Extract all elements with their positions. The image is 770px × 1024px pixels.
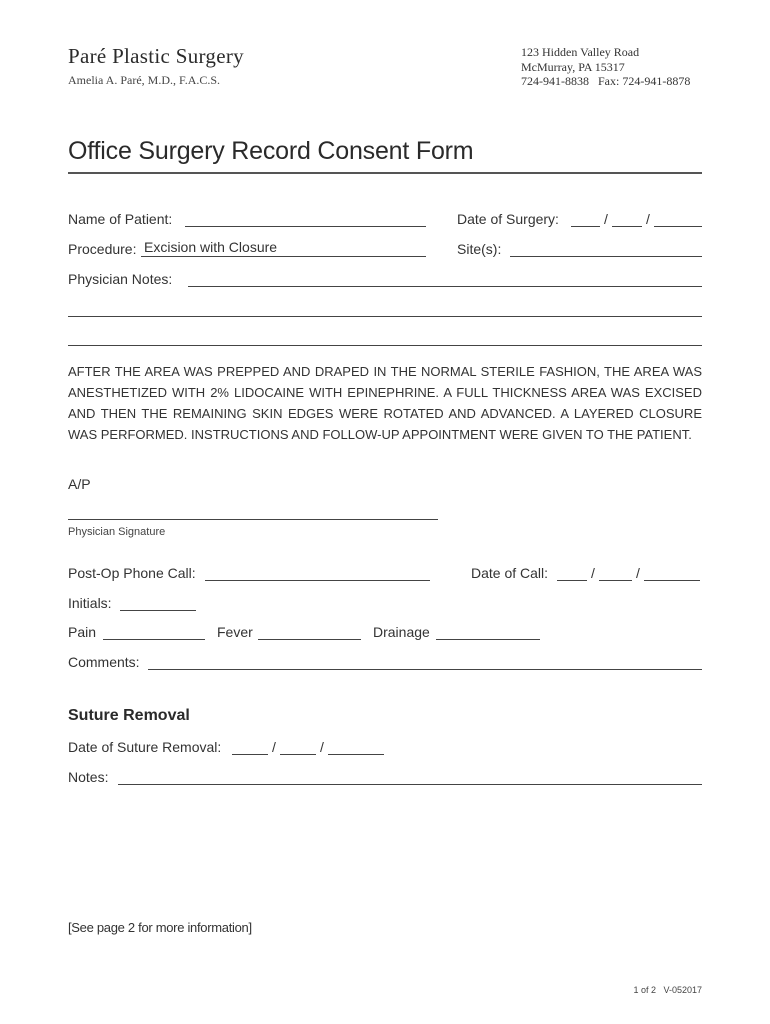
physician-signature-field[interactable] [68,519,438,520]
date-of-surgery-label: Date of Surgery: [457,211,559,227]
title-divider [68,172,702,174]
suture-notes-field[interactable] [118,784,702,785]
fever-field[interactable] [258,639,361,640]
suture-notes-label: Notes: [68,769,109,785]
initials-field[interactable] [120,610,196,611]
physician-signature-label: Physician Signature [68,526,166,538]
date-of-call-field[interactable]: / / [557,565,700,581]
practice-name: Paré Plastic Surgery [68,44,244,68]
patient-name-label: Name of Patient: [68,211,173,227]
physician-notes-label: Physician Notes: [68,271,173,287]
doctor-name: Amelia A. Paré, M.D., F.A.C.S. [68,73,221,87]
see-page-2-note: [See page 2 for more information] [68,920,252,935]
comments-field[interactable] [148,669,702,670]
patient-name-field[interactable] [185,226,426,227]
address-line-1: 123 Hidden Valley Road [521,45,640,59]
pain-field[interactable] [103,639,205,640]
initials-label: Initials: [68,595,112,611]
suture-date-field[interactable]: / / [232,739,384,755]
drainage-field[interactable] [436,639,540,640]
fever-label: Fever [217,624,253,640]
physician-notes-field-2[interactable] [68,316,702,317]
postop-call-label: Post-Op Phone Call: [68,565,196,581]
postop-call-field[interactable] [205,580,430,581]
address-line-2: McMurray, PA 15317 [521,59,625,74]
comments-label: Comments: [68,654,140,670]
suture-removal-heading: Suture Removal [68,707,190,724]
phone-fax: 724-941-8838 Fax: 724-941-8878 [521,74,691,88]
ap-label: A/P [68,476,91,492]
procedure-field[interactable] [141,256,426,257]
physician-notes-field-3[interactable] [68,345,702,346]
sites-field[interactable] [510,256,702,257]
procedure-label: Procedure: [68,241,137,257]
procedure-value: Excision with Closure [144,239,278,255]
form-title: Office Surgery Record Consent Form [68,137,474,165]
physician-notes-field-1[interactable] [188,286,702,287]
pain-label: Pain [68,624,97,640]
sites-label: Site(s): [457,241,502,257]
page-number: 1 of 2 V-052017 [633,985,702,995]
date-of-call-label: Date of Call: [471,565,549,581]
drainage-label: Drainage [373,624,430,640]
procedure-description: AFTER THE AREA WAS PREPPED AND DRAPED IN THE NORMAL STERILE FASHION, THE AREA WAS ANESTHETIZED WITH 2% LIDOCAINE WITH EPINEPHRINE. A FULL THICKNESS AREA WAS EXCISED AND THEN THE REMAINING SKIN EDGES WERE ROTATED AND ADVANCED. A LAYERED CLOSURE WAS PERFORMED. INSTRUCTIONS AND FOLLOW-UP APPOINTMENT WERE GIVEN TO THE PATIENT. [68,364,702,442]
suture-date-label: Date of Suture Removal: [68,739,222,755]
practice-address [521,45,690,89]
date-of-surgery-field[interactable]: / / [571,211,702,227]
